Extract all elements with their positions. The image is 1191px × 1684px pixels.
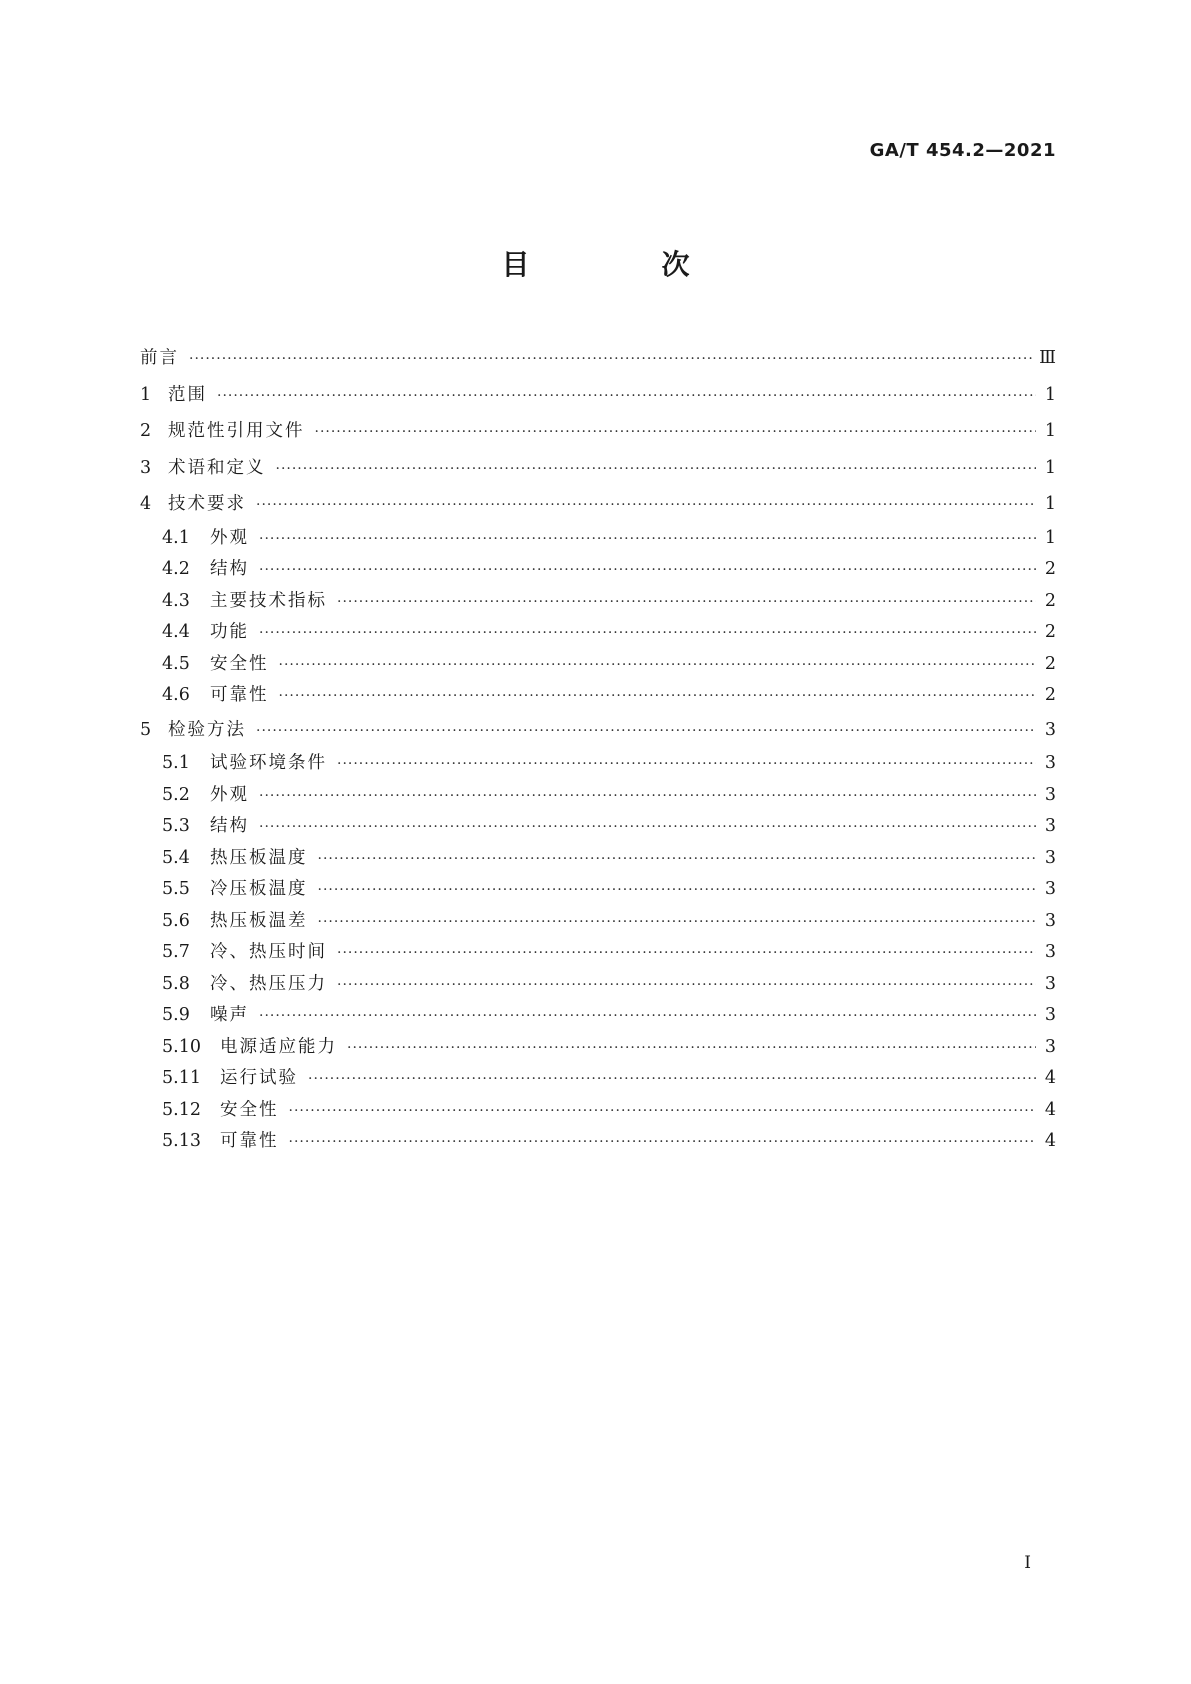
toc-dot-leader (289, 1127, 1037, 1159)
toc-dot-leader (259, 555, 1036, 587)
toc-dot-leader (337, 587, 1036, 619)
toc-entry-label: 前言 (140, 348, 179, 368)
toc-entry-label: 试验环境条件 (210, 753, 327, 773)
toc-entry[interactable] (140, 712, 1056, 749)
toc-entry-page: 2 (1044, 653, 1056, 674)
toc-entry-label: 电源适应能力 (220, 1036, 337, 1057)
toc-entry-page: 3 (1044, 910, 1056, 931)
toc-dot-leader (337, 749, 1036, 781)
toc-entry-page: 3 (1044, 719, 1056, 740)
toc-entry-label: 功能 (210, 622, 249, 642)
toc-entry-number: 5.4 (162, 847, 190, 868)
toc-entry-label: 冷、热压压力 (210, 973, 327, 994)
toc-entry[interactable] (140, 906, 1056, 938)
toc-entry[interactable] (140, 1063, 1056, 1095)
toc-entry-label: 外观 (210, 784, 249, 805)
toc-dot-leader (259, 781, 1036, 813)
standard-code: GA/T 454.2—2021 (869, 140, 1056, 161)
toc-entry[interactable] (140, 780, 1056, 812)
toc-entry-label: 范围 (168, 384, 207, 405)
toc-entry-number: 5.8 (162, 973, 190, 994)
toc-entry[interactable] (140, 969, 1056, 1001)
toc-dot-leader (315, 414, 1037, 451)
toc-entry-label: 主要技术指标 (210, 590, 327, 611)
toc-entry-number: 2 (140, 421, 152, 441)
toc-dot-leader (337, 938, 1036, 970)
toc-entry-page: 1 (1044, 421, 1056, 441)
toc-dot-leader (337, 970, 1036, 1002)
toc-entry-number: 5.9 (162, 1005, 190, 1025)
toc-entry-number: 5.1 (162, 753, 190, 773)
toc-entry[interactable] (140, 340, 1056, 377)
toc-entry[interactable] (140, 748, 1056, 780)
toc-entry[interactable] (140, 617, 1056, 649)
toc-dot-leader (279, 650, 1037, 682)
toc-entry[interactable] (140, 554, 1056, 586)
toc-dot-leader (289, 1096, 1037, 1128)
toc-entry-number: 1 (140, 384, 152, 405)
toc-entry-number: 5.5 (162, 879, 190, 899)
toc-entry-number: 4 (140, 494, 152, 514)
toc-entry-number: 4.4 (162, 622, 190, 642)
toc-entry[interactable] (140, 486, 1056, 523)
toc-entry-label: 热压板温度 (210, 847, 308, 868)
toc-dot-leader (189, 341, 1033, 378)
toc-entry-number: 4.6 (162, 685, 190, 705)
toc-entry[interactable] (140, 450, 1056, 487)
toc-entry-page: 1 (1044, 527, 1056, 548)
toc-dot-leader (318, 875, 1037, 907)
toc-entry-page: 2 (1044, 685, 1056, 705)
toc-entry[interactable] (140, 1095, 1056, 1127)
toc-dot-leader (318, 907, 1037, 939)
toc-entry[interactable] (140, 1032, 1056, 1064)
toc-entry-page: 3 (1044, 973, 1056, 994)
toc-dot-leader (308, 1064, 1036, 1096)
toc-entry[interactable] (140, 586, 1056, 618)
toc-entry[interactable] (140, 680, 1056, 712)
toc-entry-number: 4.2 (162, 559, 190, 579)
toc-entry[interactable] (140, 1000, 1056, 1032)
toc-entry-number: 3 (140, 457, 152, 478)
toc-entry-label: 热压板温差 (210, 910, 308, 931)
toc-entry-page: 3 (1044, 942, 1056, 962)
toc-entry[interactable] (140, 649, 1056, 681)
toc-entry-page: 3 (1044, 847, 1056, 868)
toc-entry-number: 4.1 (162, 527, 190, 548)
toc-dot-leader (259, 1001, 1036, 1033)
toc-dot-leader (279, 681, 1037, 713)
toc-entry-label: 外观 (210, 527, 249, 548)
toc-entry-number: 5.7 (162, 942, 190, 962)
toc-entry-label: 规范性引用文件 (168, 421, 305, 441)
toc-entry-page: 3 (1044, 753, 1056, 773)
page-title: 目 次 (501, 248, 742, 281)
toc-entry-number: 4.5 (162, 653, 190, 674)
toc-entry-label: 技术要求 (168, 494, 246, 514)
toc-entry-number: 5.3 (162, 816, 190, 836)
toc-entry[interactable] (140, 523, 1056, 555)
toc-entry-label: 冷压板温度 (210, 879, 308, 899)
toc-dot-leader (259, 524, 1036, 556)
toc-entry-page: 3 (1044, 816, 1056, 836)
toc-dot-leader (259, 812, 1036, 844)
toc-entry-label: 结构 (210, 559, 249, 579)
toc-entry-label: 噪声 (210, 1005, 249, 1025)
toc-entry-page: 2 (1044, 590, 1056, 611)
toc-entry[interactable] (140, 843, 1056, 875)
toc-entry-number: 5.11 (162, 1068, 201, 1088)
toc-entry[interactable] (140, 377, 1056, 414)
toc-entry-label: 检验方法 (168, 719, 246, 740)
toc-entry-label: 安全性 (210, 653, 269, 674)
toc-entry-label: 冷、热压时间 (210, 942, 327, 962)
toc-entry-label: 安全性 (220, 1099, 279, 1120)
toc-entry-page: 4 (1044, 1068, 1056, 1088)
toc-entry[interactable] (140, 937, 1056, 969)
page-number: Ⅰ (1024, 1553, 1031, 1573)
toc-entry-number: 5.12 (162, 1099, 201, 1120)
toc-entry-number: 5.13 (162, 1131, 201, 1151)
toc-entry-number: 5.2 (162, 784, 190, 805)
toc-dot-leader (347, 1033, 1036, 1065)
toc-dot-leader (276, 451, 1037, 488)
toc-entry-label: 可靠性 (210, 685, 269, 705)
toc-entry-label: 术语和定义 (168, 457, 266, 478)
toc-entry-label: 可靠性 (220, 1131, 279, 1151)
toc-entry-page: 1 (1044, 457, 1056, 478)
toc-entry-page: 3 (1044, 879, 1056, 899)
toc-dot-leader (217, 378, 1036, 415)
toc-entry[interactable] (140, 1126, 1056, 1158)
toc-entry-page: 1 (1044, 494, 1056, 514)
toc-dot-leader (259, 618, 1036, 650)
toc-dot-leader (256, 487, 1036, 524)
table-of-contents (140, 340, 1056, 1158)
toc-entry[interactable] (140, 874, 1056, 906)
toc-entry-number: 5.10 (162, 1036, 201, 1057)
toc-entry-number: 4.3 (162, 590, 190, 611)
toc-entry[interactable] (140, 811, 1056, 843)
toc-entry-page: 4 (1044, 1131, 1056, 1151)
toc-entry-page: 4 (1044, 1099, 1056, 1120)
toc-dot-leader (318, 844, 1037, 876)
toc-entry-page: 3 (1044, 1036, 1056, 1057)
toc-entry-page: 3 (1044, 1005, 1056, 1025)
toc-entry-label: 运行试验 (220, 1068, 298, 1088)
toc-entry-page: 2 (1044, 622, 1056, 642)
toc-entry[interactable] (140, 413, 1056, 450)
toc-entry-number: 5.6 (162, 910, 190, 931)
toc-dot-leader (256, 713, 1036, 750)
toc-entry-number: 5 (140, 719, 152, 740)
toc-entry-page: Ⅲ (1039, 348, 1056, 368)
toc-entry-page: 3 (1044, 784, 1056, 805)
toc-entry-page: 1 (1044, 384, 1056, 405)
toc-entry-label: 结构 (210, 816, 249, 836)
toc-entry-page: 2 (1044, 559, 1056, 579)
